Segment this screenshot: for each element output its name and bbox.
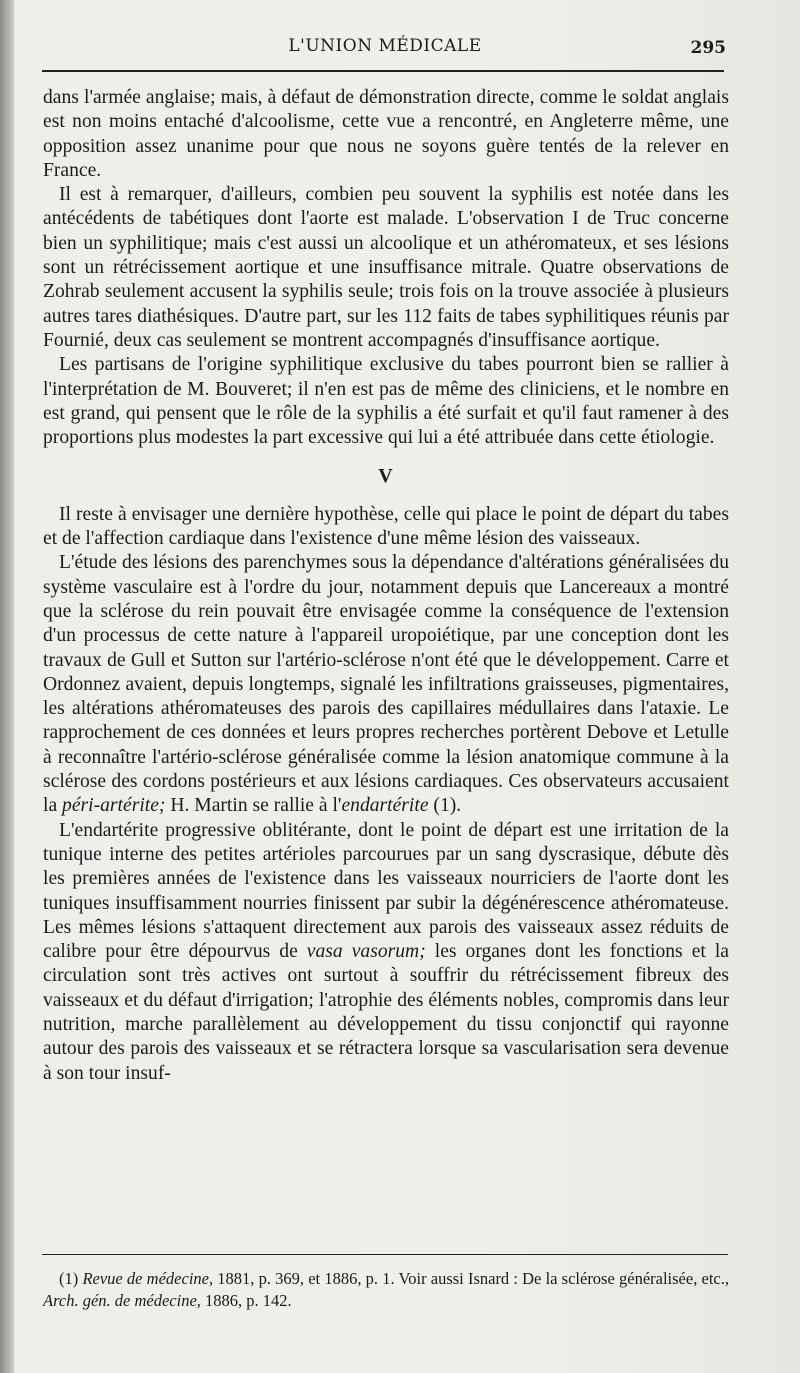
paragraph-6 bbox=[43, 819, 729, 1086]
footnote-text-c: 1886, p. 142. bbox=[200, 1291, 292, 1310]
paragraph-1: dans l'armée anglaise; mais, à défaut de démonstration directe, comme le soldat anglais est non moins entaché d'alcoolisme, cette vue a rencontré, en Angleterre même, une opposition assez unanime pour que nous ne soyons guère tentés de la relever en France. bbox=[43, 87, 729, 181]
paragraph-3: Les partisans de l'origine syphilitique exclusive du tabes pourront bien se rallier à l'interprétation de M. Bouveret; il n'en est pas de même des cliniciens, et le nombre en est grand, qui pensent que le rôle de la syphilis a été surfait et qu'il faut ramener à des proportions plus modestes la part excessive qui lui a été attribuée dans cette étiologie. bbox=[43, 354, 729, 449]
paragraph-5 bbox=[43, 551, 729, 818]
paragraph-5-text-b: H. Martin se rallie à l' bbox=[165, 795, 342, 817]
footnote-text-a: (1) bbox=[59, 1269, 83, 1288]
paragraph-2: Il est à remarquer, d'ailleurs, combien peu souvent la syphilis est notée dans les antécédents de tabétiques dont l'aorte est malade. L'observation I de Truc concerne bien un syphilitique; mais c'est aussi un alcoolique et un athéromateux, et ses lésions sont un rétrécissement aortique et une insuffisance mitrale. Quatre observations de Zohrab seulement accusent la syphilis seule; trois fois on la trouve associée à plusieurs autres tares diathésiques. D'autre part, sur les 112 faits de tabes syphilitiques réunis par Fournié, deux cas seulement se montrent accompagnés d'insuffisance aortique. bbox=[43, 184, 729, 351]
paragraph-6-text-a: L'endartérite progressive oblitérante, dont le point de départ est une irritation de la tunique interne des petites artérioles parcourues par un sang dyscrasique, débute dès les premières années de l'existence dans les vaisseaux nourriciers de l'aorte dont les tuniques insuffisamment nourries finissent par subir la dégénérescence athéromateuse. Les mêmes lésions s'attaquent directement aux parois des vaisseaux assez réduits de calibre pour être dépourvus de bbox=[43, 819, 729, 963]
header-rule bbox=[42, 70, 724, 72]
paragraph-5-italic-1: péri-artérite; bbox=[62, 795, 166, 817]
paragraph-6-text-b: les organes dont les fonctions et la circulation sont très actives ont surtout à souffrir du rétrécissement fibreux des vaisseaux et du défaut d'irrigation; l'atrophie des éléments nobles, compromis dans leur nutrition, marche parallèlement au développement du tissu conjonctif qui rayonne autour des parois des vaisseaux et se rétractera lorsque sa vascularisation sera devenue à son tour insuf- bbox=[43, 941, 729, 1084]
page-number: 295 bbox=[690, 38, 726, 58]
footnote-1 bbox=[43, 1268, 729, 1312]
footnote bbox=[43, 1268, 729, 1312]
footnote-italic-1: Revue de médecine, bbox=[82, 1269, 214, 1288]
paragraph-5-text-c: (1). bbox=[428, 795, 462, 817]
page-spine-shadow bbox=[0, 0, 14, 1373]
running-head bbox=[40, 32, 730, 60]
footnote-rule bbox=[42, 1254, 728, 1255]
section-heading: V bbox=[378, 465, 394, 488]
paragraph-5-text-a: L'étude des lésions des parenchymes sous la dépendance d'altérations généralisées du système vasculaire est à l'ordre du jour, notamment depuis que Lancereaux a montré que la sclérose du rein pouvait être envisagée comme la conséquence de l'extension d'un processus de cette nature à l'appareil uropoiétique, par une conception dont les travaux de Gull et Sutton sur l'artério-sclérose n'ont été que le développement. Carre et Ordonnez avaient, depuis longtemps, signalé les infiltrations graisseuses, pigmentaires, les altérations athéromateuses des parois des capillaires médullaires dans l'ataxie. Le rapprochement de ces données et leurs propres recherches portèrent Debove et Letulle à reconnaître l'artério-sclérose généralisée comme la lésion anatomique commune à la sclérose des cordons postérieurs et aux lésions cardiaques. Ces observateurs accusaient la bbox=[43, 552, 729, 817]
running-title: L'UNION MÉDICALE bbox=[288, 36, 482, 56]
body-text bbox=[43, 86, 729, 1086]
footnote-text-b: 1881, p. 369, et 1886, p. 1. Voir aussi Isnard : De la sclérose généralisée, etc., bbox=[213, 1269, 729, 1288]
paragraph-4: Il reste à envisager une dernière hypothèse, celle qui place le point de départ du tabes et de l'affection cardiaque dans l'existence d'une même lésion des vaisseaux. bbox=[43, 503, 729, 550]
paragraph-5-italic-2: endartérite bbox=[341, 795, 429, 817]
paragraph-6-italic: vasa vasorum; bbox=[306, 941, 426, 963]
footnote-italic-2: Arch. gén. de médecine, bbox=[43, 1291, 201, 1310]
